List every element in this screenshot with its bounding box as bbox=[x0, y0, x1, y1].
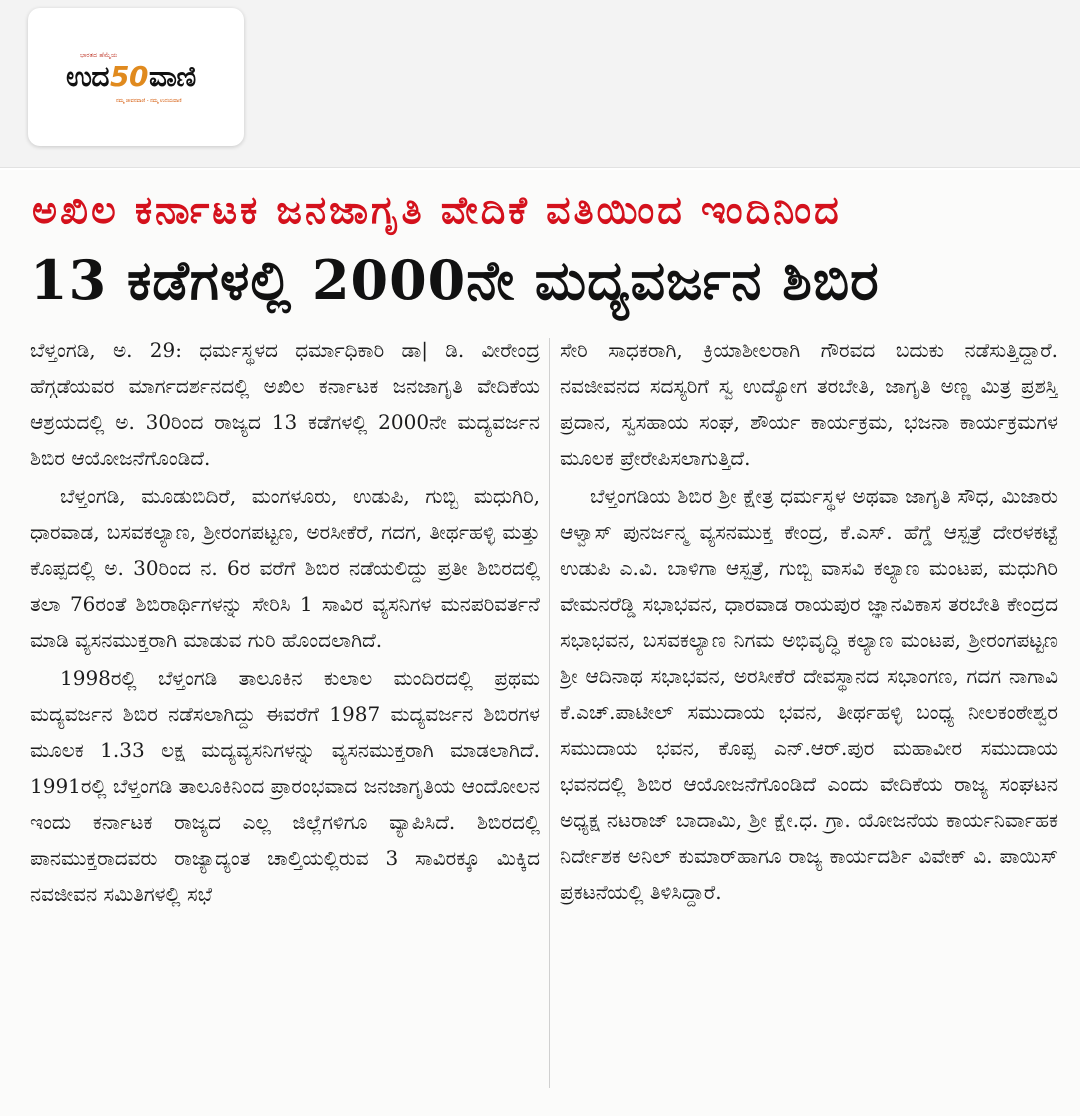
headline-main: 13 ಕಡೆಗಳಲ್ಲಿ 2000ನೇ ಮದ್ಯವರ್ಜನ ಶಿಬಿರ bbox=[30, 248, 880, 312]
newspaper-logo[interactable] bbox=[28, 8, 244, 146]
article-paragraph: ಬೆಳ್ತಂಗಡಿ, ಅ. 29: ಧರ್ಮಸ್ಥಳದ ಧರ್ಮಾಧಿಕಾರಿ ಡಾ| ಡಿ. ವೀರೇಂದ್ರ ಹೆಗ್ಗಡೆಯವರ ಮಾರ್ಗದರ್ಶನದಲ್ಲಿ ಅಖಿಲ ಕರ್ನಾಟಕ ಜನಜಾಗೃತಿ ವೇದಿಕೆಯ ಆಶ್ರಯದಲ್ಲಿ ಅ. 30ರಿಂದ ರಾಜ್ಯದ 13 ಕಡೆಗಳಲ್ಲಿ 2000ನೇ ಮದ್ಯವರ್ಜನ ಶಿಬಿರ ಆಯೋಜನೆಗೊಂಡಿದೆ. bbox=[30, 338, 540, 470]
news-clipping bbox=[0, 170, 1080, 1116]
logo-wordmark bbox=[66, 60, 196, 94]
masthead-bar bbox=[0, 0, 1080, 168]
logo-name-suffix: ವಾಣಿ bbox=[149, 60, 196, 93]
column-divider bbox=[549, 338, 550, 1088]
logo-name-prefix: ಉದ bbox=[66, 60, 110, 93]
article-paragraph: ಬೆಳ್ತಂಗಡಿಯ ಶಿಬಿರ ಶ್ರೀ ಕ್ಷೇತ್ರ ಧರ್ಮಸ್ಥಳ ಅಥವಾ ಜಾಗೃತಿ ಸೌಧ, ಮಿಜಾರು ಆಳ್ವಾಸ್ ಪುನರ್ಜನ್ಮ ವ್ಯಸನಮುಕ್ತ ಕೇಂದ್ರ, ಕೆ.ಎಸ್. ಹೆಗ್ಡೆ ಆಸ್ಪತ್ರೆ ದೇರಳಕಟ್ಟೆ ಉಡುಪಿ ಎ.ವಿ. ಬಾಳಿಗಾ ಆಸ್ಪತ್ರೆ, ಗುಬ್ಬಿ ವಾಸವಿ ಕಲ್ಯಾಣ ಮಂಟಪ, ಮಧುಗಿರಿ ವೇಮನರೆಡ್ಡಿ ಸಭಾಭವನ, ಧಾರವಾಡ ರಾಯಪುರ ಜ್ಞಾನವಿಕಾಸ ತರಬೇತಿ ಕೇಂದ್ರದ ಸಭಾಭವನ, ಬಸವಕಲ್ಯಾಣ ನಿಗಮ ಅಭಿವೃದ್ಧಿ ಕಲ್ಯಾಣ ಮಂಟಪ, ಶ್ರೀರಂಗಪಟ್ಟಣ ಶ್ರೀ ಆದಿನಾಥ ಸಭಾಭವನ, ಅರಸೀಕೆರೆ ದೇವಸ್ಥಾನದ ಸಭಾಂಗಣ, ಗದಗ ನಾಗಾವಿ ಕೆ.ಎಚ್.ಪಾಟೀಲ್ ಸಮುದಾಯ ಭವನ, ತೀರ್ಥಹಳ್ಳಿ ಬಂಧ್ಯ ನೀಲಕಂಠೇಶ್ವರ ಸಮುದಾಯ ಭವನ, ಕೊಪ್ಪ ಎನ್.ಆರ್.ಪುರ ಮಹಾವೀರ ಸಮುದಾಯ ಭವನದಲ್ಲಿ ಶಿಬಿರ ಆಯೋಜನೆಗೊಂಡಿದೆ ಎಂದು ವೇದಿಕೆಯ ರಾಜ್ಯ ಸಂಘಟನ ಅಧ್ಯಕ್ಷ ನಟರಾಜ್ ಬಾದಾಮಿ, ಶ್ರೀ ಕ್ಷೇ.ಧ. ಗ್ರಾ. ಯೋಜನೆಯ ಕಾರ್ಯನಿರ್ವಾಹಕ ನಿರ್ದೇಶಕ ಅನಿಲ್ ಕುಮಾರ್‌ಹಾಗೂ ರಾಜ್ಯ ಕಾರ್ಯದರ್ಶಿ ವಿವೇಕ್ ವಿ. ಪಾಯಿಸ್ ಪ್ರಕಟನೆಯಲ್ಲಿ ತಿಳಿಸಿದ್ದಾರೆ. bbox=[560, 484, 1058, 904]
article-column-left bbox=[30, 332, 540, 1102]
article-paragraph: 1998ರಲ್ಲಿ ಬೆಳ್ತಂಗಡಿ ತಾಲೂಕಿನ ಕುಲಾಲ ಮಂದಿರದಲ್ಲಿ ಪ್ರಥಮ ಮದ್ಯವರ್ಜನ ಶಿಬಿರ ನಡೆಸಲಾಗಿದ್ದು ಈವರೆಗೆ 1987 ಮದ್ಯವರ್ಜನ ಶಿಬಿರಗಳ ಮೂಲಕ 1.33 ಲಕ್ಷ ಮದ್ಯವ್ಯಸನಿಗಳನ್ನು ವ್ಯಸನಮುಕ್ತರಾಗಿ ಮಾಡಲಾಗಿದೆ. 1991ರಲ್ಲಿ ಬೆಳ್ತಂಗಡಿ ತಾಲೂಕಿನಿಂದ ಪ್ರಾರಂಭವಾದ ಜನಜಾಗೃತಿಯ ಆಂದೋಲನ ಇಂದು ಕರ್ನಾಟಕ ರಾಜ್ಯದ ಎಲ್ಲ ಜಿಲ್ಲೆಗಳಿಗೂ ವ್ಯಾಪಿಸಿದೆ. ಶಿಬಿರದಲ್ಲಿ ಪಾನಮುಕ್ತರಾದವರು ರಾಜ್ಯಾದ್ಯಂತ ಚಾಲ್ತಿಯಲ್ಲಿರುವ 3 ಸಾವಿರಕ್ಕೂ ಮಿಕ್ಕಿದ ನವಜೀವನ ಸಮಿತಿಗಳಲ್ಲಿ ಸಭೆ bbox=[30, 666, 540, 906]
logo-anniversary-mark: 50 bbox=[110, 60, 148, 93]
headline-kicker: ಅಖಿಲ ಕರ್ನಾಟಕ ಜನಜಾಗೃತಿ ವೇದಿಕೆ ವತಿಯಿಂದ ಇಂದಿನಿಂದ bbox=[32, 188, 842, 232]
article-paragraph: ಬೆಳ್ತಂಗಡಿ, ಮೂಡುಬಿದಿರೆ, ಮಂಗಳೂರು, ಉಡುಪಿ, ಗುಬ್ಬಿ ಮಧುಗಿರಿ, ಧಾರವಾಡ, ಬಸವಕಲ್ಯಾಣ, ಶ್ರೀರಂಗಪಟ್ಟಣ, ಅರಸೀಕೆರೆ, ಗದಗ, ತೀರ್ಥಹಳ್ಳಿ ಮತ್ತು ಕೊಪ್ಪದಲ್ಲಿ ಅ. 30ರಿಂದ ನ. 6ರ ವರೆಗೆ ಶಿಬಿರ ನಡೆಯಲಿದ್ದು ಪ್ರತೀ ಶಿಬಿರದಲ್ಲಿ ತಲಾ 76ರಂತೆ ಶಿಬಿರಾರ್ಥಿಗಳನ್ನು ಸೇರಿಸಿ 1 ಸಾವಿರ ವ್ಯಸನಿಗಳ ಮನಪರಿವರ್ತನೆ ಮಾಡಿ ವ್ಯಸನಮುಕ್ತರಾಗಿ ಮಾಡುವ ಗುರಿ ಹೊಂದಲಾಗಿದೆ. bbox=[30, 484, 540, 652]
logo-subline: ನಮ್ಮ ಜೀವನವಾಣಿ - ನಮ್ಮ ಉದಯವಾಣಿ bbox=[116, 98, 182, 104]
article-column-right bbox=[560, 332, 1058, 1102]
article-paragraph: ಸೇರಿ ಸಾಧಕರಾಗಿ, ಕ್ರಿಯಾಶೀಲರಾಗಿ ಗೌರವದ ಬದುಕು ನಡೆಸುತ್ತಿದ್ದಾರೆ. ನವಜೀವನದ ಸದಸ್ಯರಿಗೆ ಸ್ವ ಉದ್ಯೋಗ ತರಬೇತಿ, ಜಾಗೃತಿ ಅಣ್ಣ ಮಿತ್ರ ಪ್ರಶಸ್ತಿ ಪ್ರದಾನ, ಸ್ವಸಹಾಯ ಸಂಘ, ಶೌರ್ಯ ಕಾರ್ಯಕ್ರಮ, ಭಜನಾ ಕಾರ್ಯಕ್ರಮಗಳ ಮೂಲಕ ಪ್ರೇರೇಪಿಸಲಾಗುತ್ತಿದೆ. bbox=[560, 338, 1058, 470]
logo-tagline: ಭಾರತದ ಹೆಮ್ಮೆಯ bbox=[80, 52, 118, 59]
